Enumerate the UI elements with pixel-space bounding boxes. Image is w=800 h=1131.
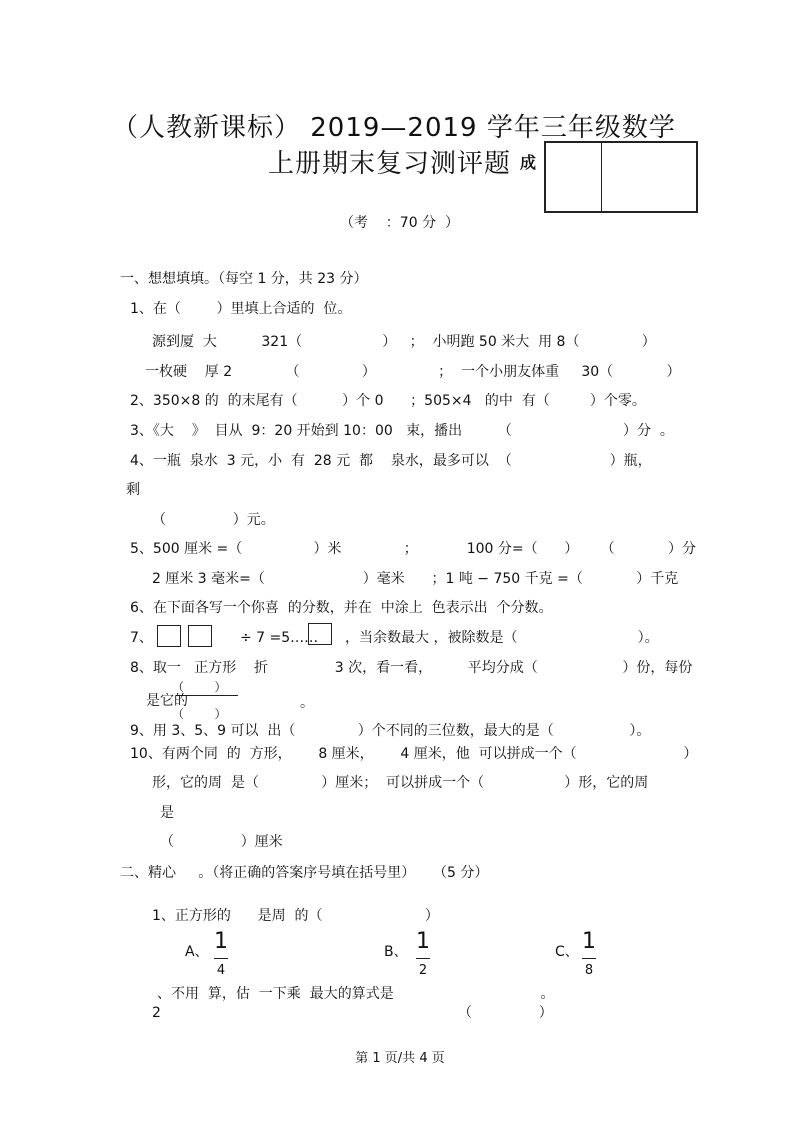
q7-box-2: [188, 625, 212, 647]
q7-box-1: [157, 625, 181, 647]
q7-box-3: [308, 623, 332, 645]
option-c-numerator: 1: [582, 929, 596, 954]
option-b-fraction: [414, 930, 432, 979]
q5-line-a: 5、500 厘米 =（ ）米 ； 100 分=（ ） （ ）分: [130, 541, 696, 557]
exam-info: （考 ：70 分 ）: [340, 215, 459, 231]
option-b-denominator: 2: [418, 963, 428, 978]
q8-fraction-numerator: （ ）: [172, 680, 227, 694]
option-c-fraction: [580, 930, 598, 979]
q10-line-4: （ ）厘米: [160, 834, 283, 850]
s2-q2-number: 2: [152, 1005, 161, 1021]
s2-q1-stem: 1、正方形的 是周 的（ ）: [152, 908, 439, 924]
q7-mid: ÷ 7 =5……: [240, 630, 319, 646]
q2-text: 2、350×8 的 的末尾有（ ）个 0 ；505×4 的中 有（ ）个零。: [130, 393, 646, 409]
q8-fraction-denominator: （ ）: [172, 707, 227, 721]
q4-line-1: 4、一瓶 泉水 3 元，小 有 28 元 都 泉水，最多可以 （ ）瓶，: [130, 453, 652, 469]
s2-q2-paren: （ ）: [458, 1005, 553, 1021]
q9-text: 9、用 3、5、9 可以 出（ ）个不同的三位数，最大的是（ ）。: [130, 723, 651, 739]
score-label: 成: [520, 153, 537, 172]
section-1-heading: 一、想想填填。（每空 1 分，共 23 分）: [120, 271, 368, 287]
q1-line-b: 一枚硬 厚 2 （ ） ； 一个小朋友体重 30（ ）: [145, 364, 681, 380]
title-line-1: （人教新课标） 2019—2019 学年三年级数学: [112, 113, 676, 143]
section-2-heading: 二、精心 。（将正确的答案序号填在括号里） （5 分）: [120, 865, 489, 881]
q10-line-3: 是: [160, 805, 174, 821]
option-c-label: C、: [555, 944, 579, 960]
q5-line-b: 2 厘米 3 毫米=（ ）毫米 ；1 吨 − 750 千克 =（ ）千克: [152, 571, 679, 587]
option-a-numerator: 1: [214, 929, 228, 954]
q4-line-2: 剩: [126, 482, 140, 498]
q4-line-3: （ ）元。: [152, 512, 275, 528]
q10-line-1: 10、有两个同 的 方形， 8 厘米， 4 厘米，他 可以拼成一个（ ）: [130, 746, 698, 762]
option-b-label: B、: [384, 944, 408, 960]
option-a-label: A、: [185, 944, 209, 960]
option-a-denominator: 4: [216, 963, 226, 978]
option-a-fraction: [212, 930, 230, 979]
option-b-numerator: 1: [416, 929, 430, 954]
q1-line-a: 源到厦 大 321（ ） ； 小明跑 50 米大 用 8（ ）: [152, 334, 656, 350]
q7-prefix: 7、: [130, 630, 153, 646]
page-footer: 第 1 页/共 4 页: [355, 1051, 445, 1066]
title-line-2: 上册期末复习测评题: [268, 149, 512, 179]
q6-text: 6、在下面各写一个你喜 的分数，并在 中涂上 色表示出 个分数。: [130, 600, 553, 616]
s2-q2-line-1: 、不用 算，估 一下乘 最大的算式是 。: [157, 986, 555, 1002]
q8-line-1: 8、取一 正方形 折 3 次，看一看， 平均分成（ ）份，每份: [130, 660, 693, 676]
q7-suffix: ，当余数最大 ，被除数是（ ）。: [345, 630, 659, 646]
q8-line-2: 是它的: [146, 693, 188, 709]
q10-line-2: 形，它的周 是（ ）厘米； 可以拼成一个（ ）形，它的周: [152, 775, 649, 791]
q3-text: 3、《大 》 目从 9：20 开始到 10：00 束，播出 （ ）分 。: [130, 423, 674, 439]
option-c-denominator: 8: [584, 963, 594, 978]
q8-end: 。: [300, 695, 314, 711]
q1-stem: 1、在（ ）里填上合适的 位。: [130, 301, 352, 317]
score-box: [544, 141, 698, 213]
